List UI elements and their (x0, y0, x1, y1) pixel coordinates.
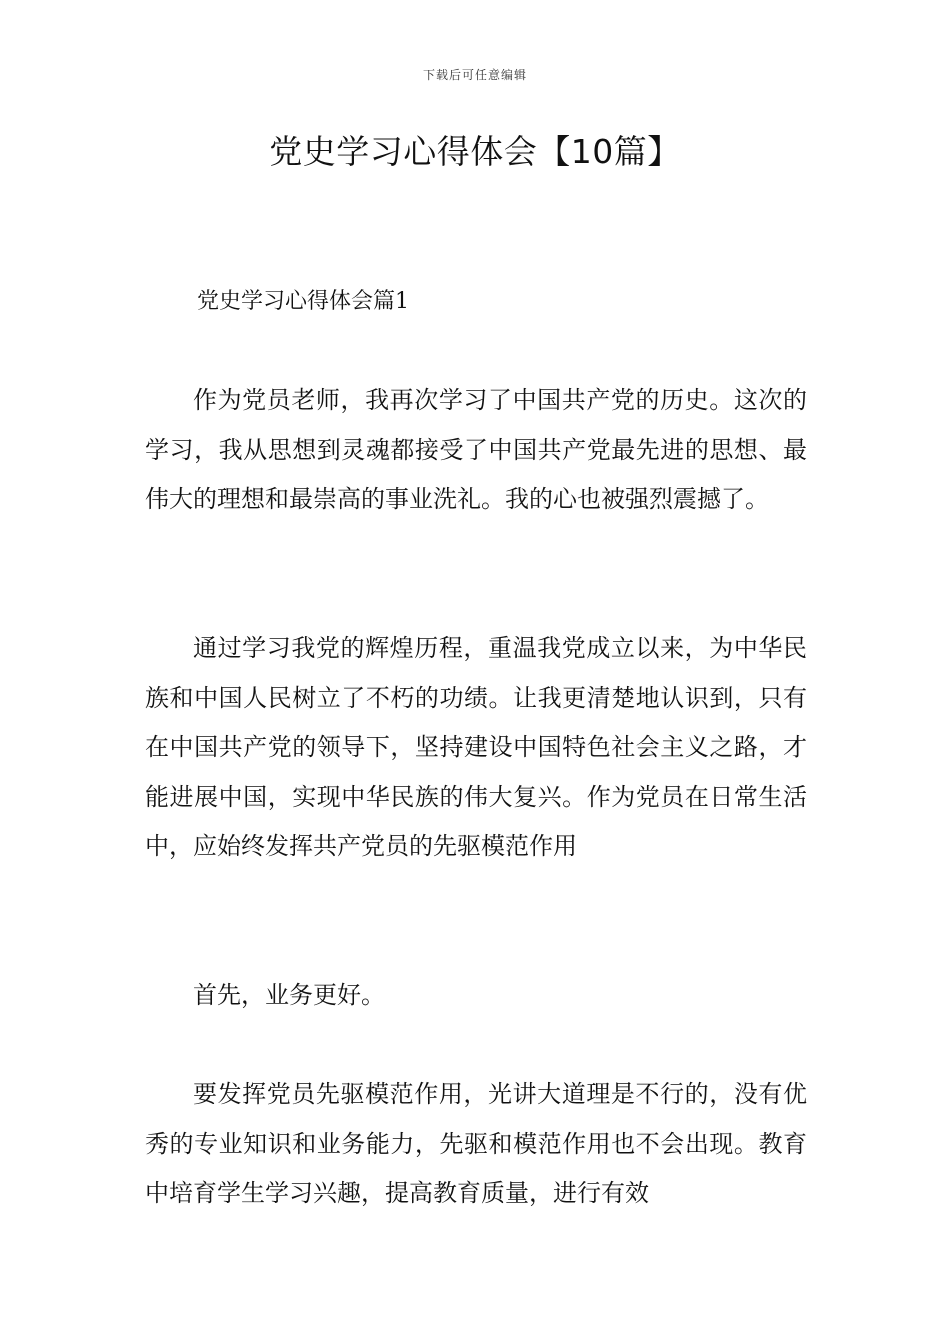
paragraph-4: 要发挥党员先驱模范作用，光讲大道理是不行的，没有优秀的专业知识和业务能力，先驱和模范作用也不会出现。教育中培育学生学习兴趣，提高教育质量，进行有效 (145, 1080, 807, 1207)
paragraph-2: 通过学习我党的辉煌历程，重温我党成立以来，为中华民族和中国人民树立了不朽的功绩。让我更清楚地认识到，只有在中国共产党的领导下，坚持建设中国特色社会主义之路，才能进展中国，实现中华民族的伟大复兴。作为党员在日常生活中，应始终发挥共产党员的先驱模范作用 (145, 634, 807, 860)
paragraph-3: 首先，业务更好。 (193, 981, 385, 1009)
header-note: 下载后可任意编辑 (422, 68, 527, 82)
document-title: 党史学习心得体会【10篇】 (269, 132, 681, 171)
section-heading: 党史学习心得体会篇1 (197, 289, 409, 314)
paragraph-1: 作为党员老师，我再次学习了中国共产党的历史。这次的学习，我从思想到灵魂都接受了中国共产党最先进的思想、最伟大的理想和最崇高的事业洗礼。我的心也被强烈震撼了。 (145, 386, 807, 513)
